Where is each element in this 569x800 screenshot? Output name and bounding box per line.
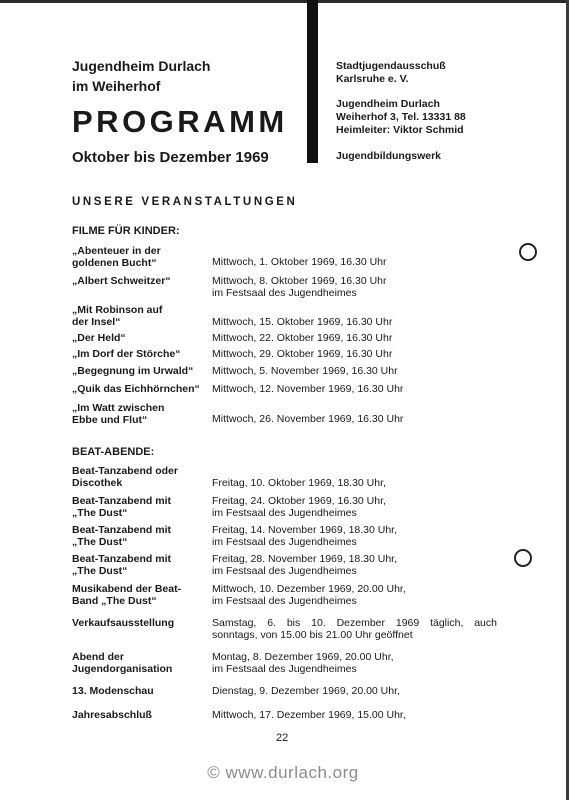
event-date: Mittwoch, 5. November 1969, 16.30 Uhr (212, 365, 398, 377)
page-edge-top (0, 0, 569, 3)
event-date: Mittwoch, 10. Dezember 1969, 20.00 Uhr, im Festsaal des Jugendheimes (212, 583, 406, 607)
event-date: Mittwoch, 8. Oktober 1969, 16.30 Uhr im Festsaal des Jugendheimes (212, 275, 387, 299)
page-number: 22 (276, 732, 289, 744)
event-date: Freitag, 14. November 1969, 18.30 Uhr, im Festsaal des Jugendheimes (212, 524, 398, 548)
address-block (336, 98, 536, 137)
event-name: „Mit Robinson auf der Insel“ (72, 304, 163, 328)
event-date: Mittwoch, 29. Oktober 1969, 16.30 Uhr (212, 348, 393, 360)
youth-education-label: Jugendbildungswerk (336, 150, 442, 162)
event-name: Beat-Tanzabend mit „The Dust“ (72, 524, 171, 548)
header-left (72, 56, 302, 96)
event-name: 13. Modenschau (72, 685, 154, 697)
program-subtitle: Oktober bis Dezember 1969 (72, 149, 269, 166)
event-name: „Albert Schweitzer“ (72, 275, 171, 287)
event-date: Samstag, 6. bis 10. Dezember 1969 täglich, auch sonntags, von 15.00 bis 21.00 Uhr geöffnet (212, 617, 497, 641)
films-heading: FILME FÜR KINDER: (72, 225, 180, 237)
event-date: Freitag, 24. Oktober 1969, 16.30 Uhr, im Festsaal des Jugendheimes (212, 495, 386, 519)
event-date: Mittwoch, 1. Oktober 1969, 16.30 Uhr (212, 256, 387, 268)
event-name: Musikabend der Beat- Band „The Dust“ (72, 583, 182, 607)
event-date: Freitag, 10. Oktober 1969, 18.30 Uhr, (212, 477, 386, 489)
event-name: Jahresabschluß (72, 709, 152, 721)
event-name: „Begegnung im Urwald“ (72, 365, 194, 377)
event-date: Mittwoch, 12. November 1969, 16.30 Uhr (212, 383, 404, 395)
event-name: „Der Held“ (72, 332, 126, 344)
event-name: Beat-Tanzabend mit „The Dust“ (72, 495, 171, 519)
event-date: Mittwoch, 15. Oktober 1969, 16.30 Uhr (212, 316, 393, 328)
event-date: Mittwoch, 17. Dezember 1969, 15.00 Uhr, (212, 709, 406, 721)
binder-hole-icon (514, 549, 532, 567)
event-date: Mittwoch, 26. November 1969, 16.30 Uhr (212, 413, 404, 425)
event-name: „Abenteuer in der goldenen Bucht“ (72, 245, 161, 269)
beat-heading: BEAT-ABENDE: (72, 446, 155, 458)
address-line-2: Weiherhof 3, Tel. 13331 88 (336, 111, 466, 123)
event-name: Beat-Tanzabend mit „The Dust“ (72, 553, 171, 577)
organizer-line-1: Stadtjugendausschuß (336, 60, 446, 72)
program-title: PROGRAMM (72, 104, 288, 139)
event-date: Dienstag, 9. Dezember 1969, 20.00 Uhr, (212, 685, 400, 697)
binder-hole-icon (519, 243, 537, 261)
event-name: „Im Watt zwischen Ebbe und Flut“ (72, 402, 165, 426)
event-name: Verkaufsausstellung (72, 617, 175, 629)
address-line-3: Heimleiter: Viktor Schmid (336, 124, 464, 136)
header-line-2: im Weiherhof (72, 78, 161, 94)
organizer-line-2: Karlsruhe e. V. (336, 73, 409, 85)
event-name: Beat-Tanzabend oder Discothek (72, 465, 178, 489)
event-name: „Quik das Eichhörnchen“ (72, 383, 200, 395)
watermark: © www.durlach.org (207, 763, 359, 782)
vertical-divider-bar (307, 0, 318, 163)
organizer-block (336, 60, 536, 86)
section-title: UNSERE VERANSTALTUNGEN (72, 196, 298, 208)
event-date: Freitag, 28. November 1969, 18.30 Uhr, im Festsaal des Jugendheimes (212, 553, 398, 577)
event-name: „Im Dorf der Störche“ (72, 348, 181, 360)
event-name: Abend der Jugendorganisation (72, 651, 173, 675)
header-line-1: Jugendheim Durlach (72, 58, 211, 74)
event-date: Montag, 8. Dezember 1969, 20.00 Uhr, im Festsaal des Jugendheimes (212, 651, 394, 675)
address-line-1: Jugendheim Durlach (336, 98, 440, 110)
event-date: Mittwoch, 22. Oktober 1969, 16.30 Uhr (212, 332, 393, 344)
